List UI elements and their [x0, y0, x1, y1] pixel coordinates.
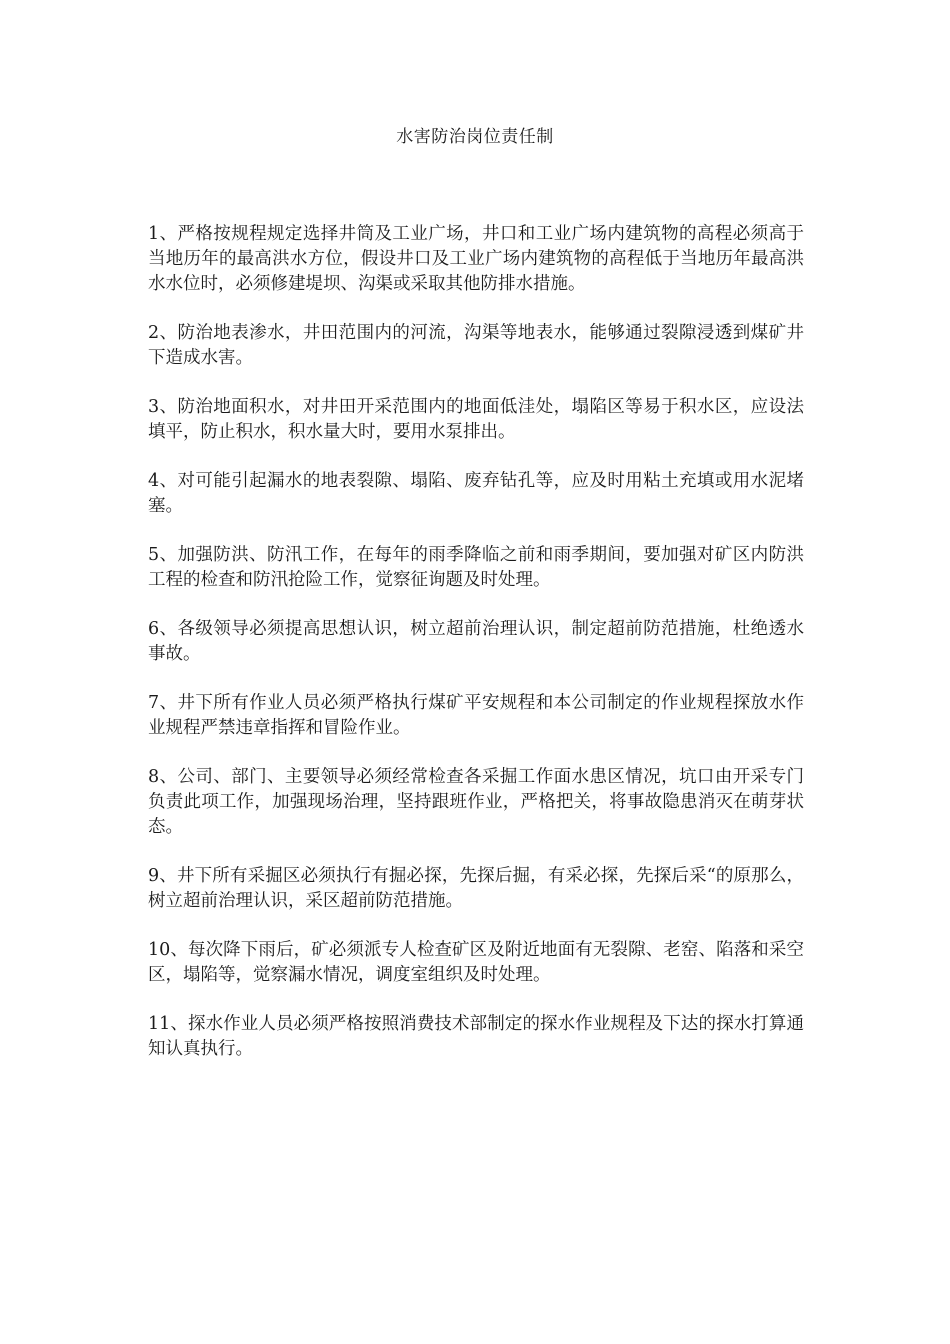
paragraph-4: 4、对可能引起漏水的地表裂隙、塌陷、废弃钻孔等，应及时用粘土充填或用水泥堵塞。 [148, 471, 804, 516]
document-title: 水害防治岗位责任制 [396, 127, 554, 147]
paragraph-6: 6、各级领导必须提高思想认识，树立超前治理认识，制定超前防范措施，杜绝透水事故。 [148, 619, 804, 664]
paragraph-7: 7、井下所有作业人员必须严格执行煤矿平安规程和本公司制定的作业规程探放水作业规程严禁违章指挥和冒险作业。 [148, 693, 804, 738]
paragraph-11: 11、探水作业人员必须严格按照消费技术部制定的探水作业规程及下达的探水打算通知认真执行。 [148, 1014, 804, 1059]
paragraph-9: 9、井下所有采掘区必须执行有掘必探，先探后掘，有采必探，先探后采“的原那么，树立超前治理认识，采区超前防范措施。 [148, 866, 804, 911]
paragraph-1: 1、严格按规程规定选择井筒及工业广场，井口和工业广场内建筑物的高程必须高于当地历年的最高洪水方位，假设井口及工业广场内建筑物的高程低于当地历年最高洪水水位时，必须修建堤坝、沟渠或采取其他防排水措施。 [148, 224, 804, 294]
paragraph-5: 5、加强防洪、防汛工作，在每年的雨季降临之前和雨季期间，要加强对矿区内防洪工程的检查和防汛抢险工作，觉察征询题及时处理。 [148, 545, 804, 590]
document-body [148, 222, 804, 1086]
paragraph-8: 8、公司、部门、主要领导必须经常检查各采掘工作面水患区情况，坑口由开采专门负责此项工作，加强现场治理，坚持跟班作业，严格把关，将事故隐患消灭在萌芽状态。 [148, 767, 804, 837]
paragraph-10: 10、每次降下雨后，矿必须派专人检查矿区及附近地面有无裂隙、老窑、陷落和采空区，塌陷等，觉察漏水情况，调度室组织及时处理。 [148, 940, 804, 985]
paragraph-2: 2、防治地表渗水，井田范围内的河流，沟渠等地表水，能够通过裂隙浸透到煤矿井下造成水害。 [148, 323, 804, 368]
paragraph-3: 3、防治地面积水，对井田开采范围内的地面低洼处，塌陷区等易于积水区，应设法填平，防止积水，积水量大时，要用水泵排出。 [148, 397, 804, 442]
